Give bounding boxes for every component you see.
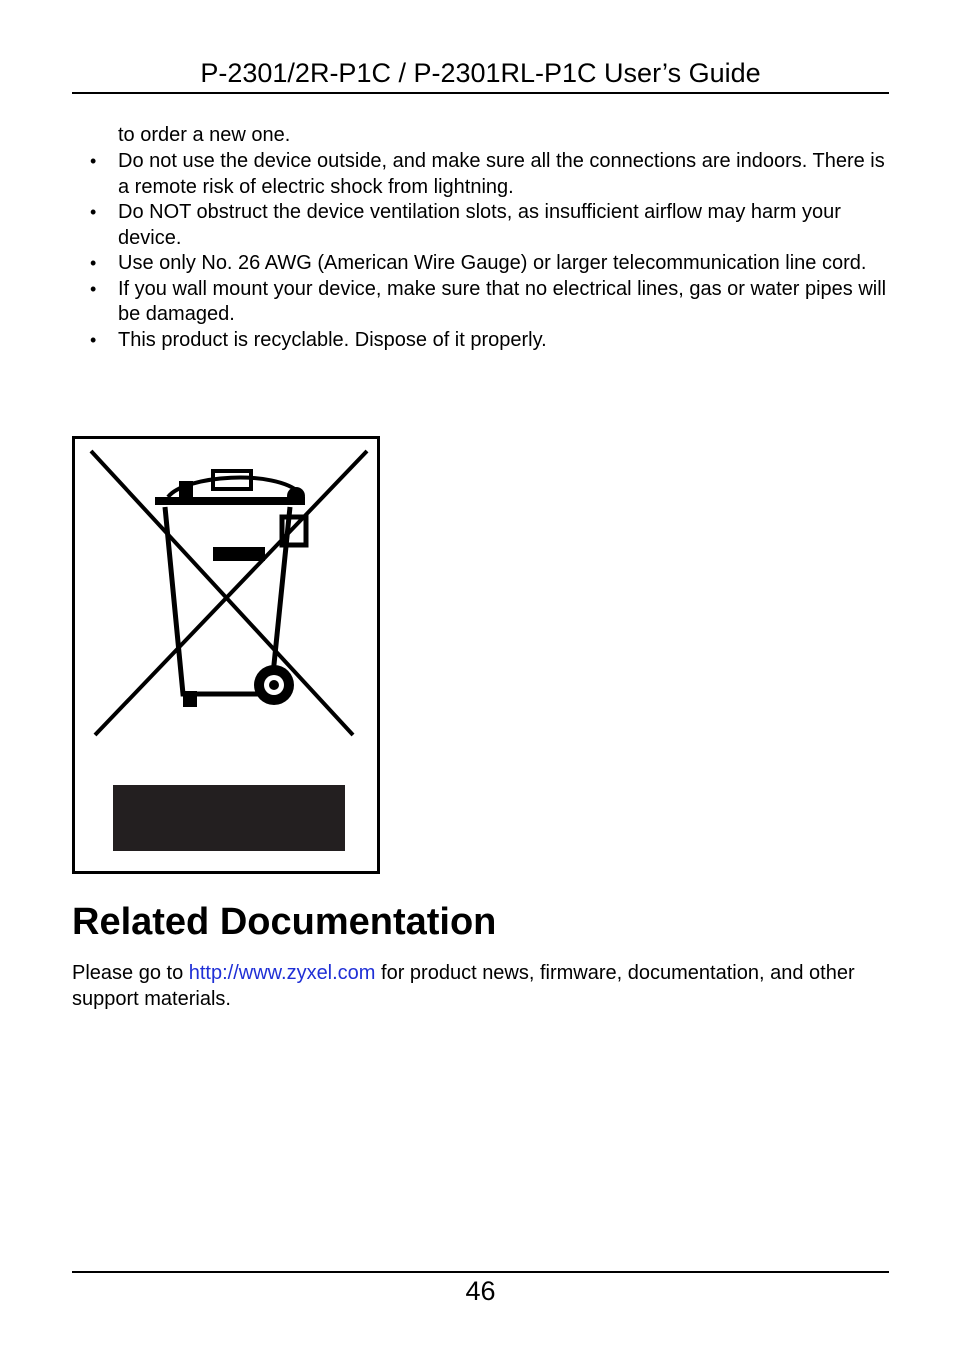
related-documentation-paragraph [72,960,892,1012]
list-item [72,277,892,328]
zyxel-website-link[interactable]: http://www.zyxel.com [188,962,376,984]
page-number: 46 [465,1276,496,1306]
weee-symbol-box [72,436,380,874]
bullet-text: This product is recyclable. Dispose of it properly. [118,328,547,351]
list-item [72,328,892,354]
list-item [72,251,892,277]
bullet-icon: • [90,278,97,299]
crossed-out-wheelie-bin-icon [75,439,377,871]
bullet-text: Use only No. 26 AWG (American Wire Gauge) or larger telecommunication line cord. [118,252,867,274]
safety-bullet-list [72,149,892,353]
bullet-icon: • [90,151,97,171]
bullet-text: If you wall mount your device, make sure that no electrical lines, gas or water pipes will be damaged. [118,277,887,325]
bullet-icon: • [90,329,97,350]
list-item [72,200,892,251]
bullet-icon: • [90,253,97,273]
page-header [72,56,889,94]
continuation-text: to order a new one. [118,124,291,146]
bullet-text: Do not use the device outside, and make sure all the connections are indoors. There is a remote risk of electric shock from lightning. [118,150,885,198]
page-footer [72,1271,889,1309]
list-item [72,149,892,200]
bullet-text: Do NOT obstruct the device ventilation slots, as insufficient airflow may harm your device. [118,201,841,249]
bullet-icon: • [90,202,97,222]
paragraph-text-after: for product news, firmware, documentation, and other support materials. [72,962,855,1010]
paragraph-text-before: Please go to [72,962,189,984]
document-title: P-2301/2R-P1C / P-2301RL-P1C User’s Guide [200,58,761,88]
section-heading: Related Documentation [72,901,497,943]
